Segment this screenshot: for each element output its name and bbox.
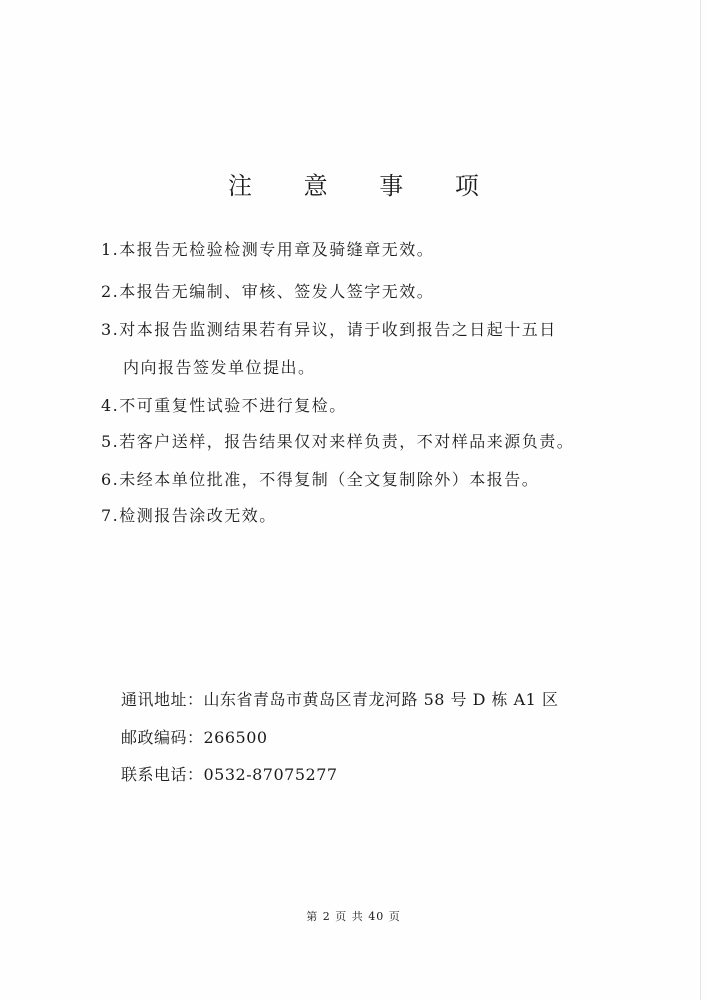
- notice-item-3: 3.对本报告监测结果若有异议，请于收到报告之日起十五日: [101, 320, 557, 339]
- notice-item-6: 6.未经本单位批准，不得复制（全文复制除外）本报告。: [101, 470, 540, 489]
- notice-item-2: 2.本报告无编制、审核、签发人签字无效。: [101, 282, 435, 301]
- page-title: 注 意 事 项: [228, 172, 501, 200]
- notice-item-7: 7.检测报告涂改无效。: [101, 506, 277, 525]
- page-number-footer: 第 2 页 共 40 页: [306, 910, 401, 923]
- contact-postal-code: 邮政编码：266500: [121, 728, 268, 747]
- contact-phone: 联系电话：0532-87075277: [121, 765, 338, 784]
- notice-item-5: 5.若客户送样，报告结果仅对来样负责，不对样品来源负责。: [101, 432, 575, 451]
- notice-item-1: 1.本报告无检验检测专用章及骑缝章无效。: [101, 240, 435, 259]
- notice-item-3-continued: 内向报告签发单位提出。: [123, 358, 316, 377]
- contact-address: 通讯地址：山东省青岛市黄岛区青龙河路 58 号 D 栋 A1 区: [121, 690, 559, 709]
- notice-item-4: 4.不可重复性试验不进行复检。: [101, 396, 347, 415]
- page-edge: [700, 0, 701, 1000]
